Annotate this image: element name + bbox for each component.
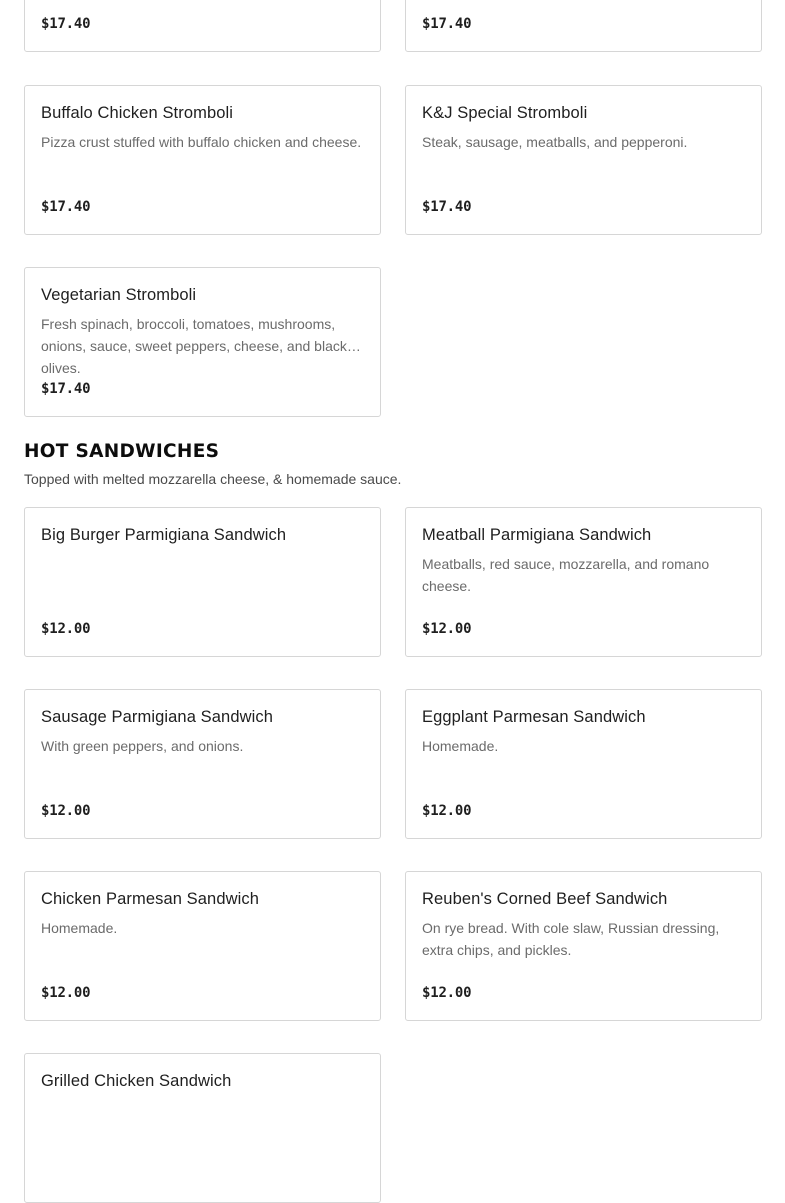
menu-item-price: $17.40 [422,16,472,32]
menu-item-name: Vegetarian Stromboli [41,286,197,304]
menu-item-card[interactable] [405,0,762,52]
menu-item-card[interactable] [405,507,762,657]
menu-item-price: $17.40 [41,381,91,397]
menu-item-name: Big Burger Parmigiana Sandwich [41,526,287,544]
menu-item-name: Grilled Chicken Sandwich [41,1072,232,1090]
menu-item-card[interactable] [24,1053,381,1203]
menu-item-card[interactable] [24,689,381,839]
menu-item-description: Homemade. [422,738,499,754]
menu-item-card[interactable] [405,85,762,235]
menu-item-card[interactable] [24,267,381,417]
menu-item-name: Meatball Parmigiana Sandwich [422,526,652,544]
menu-item-name: Chicken Parmesan Sandwich [41,890,260,908]
menu-item-name: Sausage Parmigiana Sandwich [41,708,274,726]
menu-item-description: Pizza crust stuffed with buffalo chicken and cheese. [41,134,362,150]
menu-item-price: $17.40 [422,199,472,215]
section-description: Topped with melted mozzarella cheese, & homemade sauce. [24,471,402,487]
menu-item-card[interactable] [24,507,381,657]
menu-item-card[interactable] [24,85,381,235]
menu-item-price: $12.00 [41,621,91,637]
menu-item-card[interactable] [405,689,762,839]
menu-item-description: On rye bread. With cole slaw, Russian dressing, extra chips, and pickles. [422,920,720,958]
menu-item-name: Buffalo Chicken Stromboli [41,104,234,122]
menu-item-price: $12.00 [422,985,472,1001]
menu-item-price: $17.40 [41,199,91,215]
menu-item-description: Meatballs, red sauce, mozzarella, and romano cheese. [422,556,710,594]
menu-item-card[interactable] [24,0,381,52]
section-title: HOT SANDWICHES [24,441,220,462]
menu-item-description: With green peppers, and onions. [41,738,244,754]
menu-item-name: Eggplant Parmesan Sandwich [422,708,646,726]
menu-item-price: $12.00 [422,621,472,637]
menu-item-description: Homemade. [41,920,118,936]
menu-item-price: $17.40 [41,16,91,32]
menu-item-card[interactable] [405,871,762,1021]
menu-item-card[interactable] [24,871,381,1021]
menu-item-description: Steak, sausage, meatballs, and pepperoni. [422,134,688,150]
menu-item-name: K&J Special Stromboli [422,104,588,122]
menu-item-name: Reuben's Corned Beef Sandwich [422,890,668,908]
menu-item-price: $12.00 [41,803,91,819]
menu-item-price: $12.00 [422,803,472,819]
menu-item-price: $12.00 [41,985,91,1001]
menu-item-description: Fresh spinach, broccoli, tomatoes, mushrooms, onions, sauce, sweet peppers, cheese, and black olives. [41,316,347,376]
